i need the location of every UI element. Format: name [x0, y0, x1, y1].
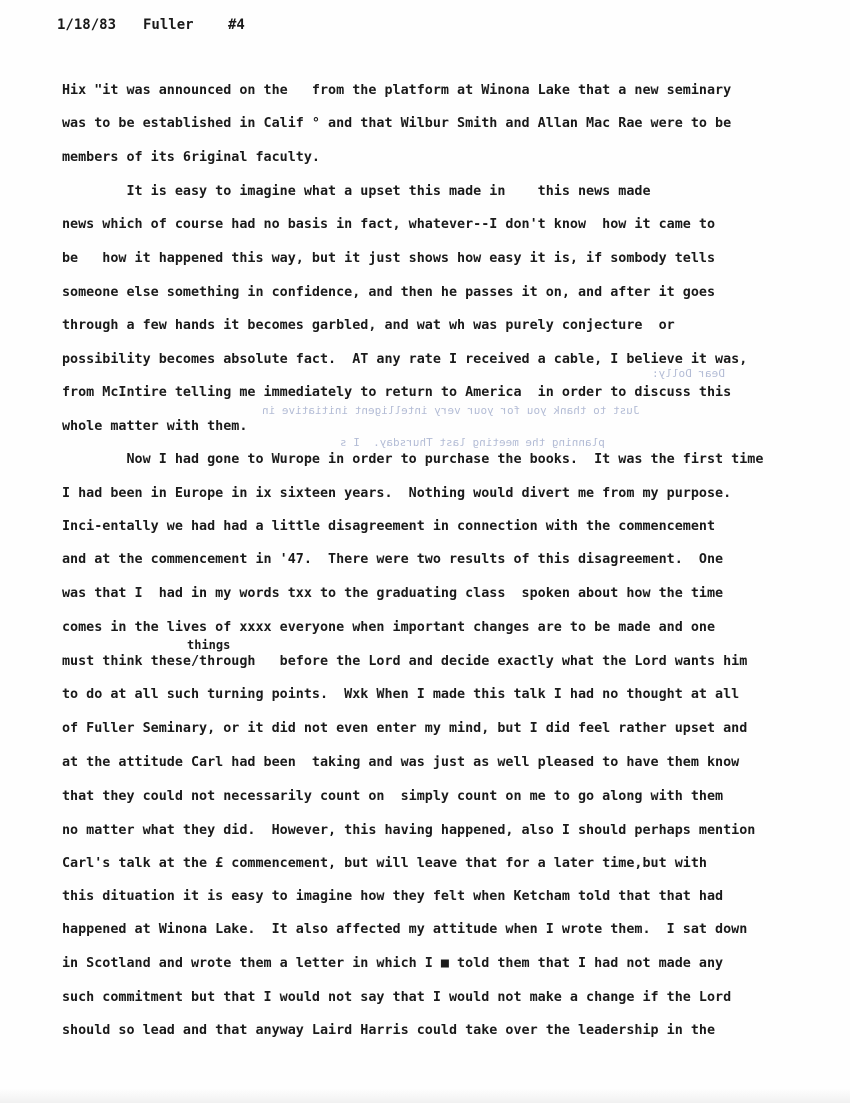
text-line: was to be established in Calif ° and that Wilbur Smith and Allan Mac Rae were to be: [62, 116, 732, 131]
text-line: Now I had gone to Wurope in order to purchase the books. It was the first time: [62, 452, 764, 467]
text-line: be how it happened this way, but it just shows how easy it is, if sombody tells: [62, 251, 716, 266]
text-line: someone else something in confidence, and then he passes it on, and after it goes: [62, 285, 716, 300]
text-line: at the attitude Carl had been taking and was just as well pleased to have them know: [62, 755, 740, 770]
text-line: in Scotland and wrote them a letter in which I ■ told them that I had not made any: [62, 956, 724, 971]
text-line: of Fuller Seminary, or it did not even enter my mind, but I did feel rather upset and: [62, 721, 748, 736]
text-line: It is easy to imagine what a upset this made in this news made: [62, 184, 651, 199]
interlinear-insertion: things: [187, 638, 231, 652]
text-line: was that I had in my words txx to the graduating class spoken about how the time: [62, 586, 724, 601]
text-line: Carl's talk at the £ commencement, but will leave that for a later time,but with: [62, 856, 707, 871]
header-date: 1/18/83: [57, 17, 117, 33]
page-edge-shadow: [0, 1089, 850, 1103]
text-line: from McIntire telling me immediately to return to America in order to discuss this: [62, 385, 732, 400]
text-line: Hix "it was announced on the from the platform at Winona Lake that a new seminary: [62, 83, 732, 98]
text-line: such commitment but that I would not say that I would not make a change if the Lord: [62, 990, 732, 1005]
text-line: happened at Winona Lake. It also affected my attitude when I wrote them. I sat down: [62, 922, 748, 937]
text-line: comes in the lives of xxxx everyone when important changes are to be made and one: [62, 620, 716, 635]
text-line: should so lead and that anyway Laird Harris could take over the leadership in the: [62, 1023, 716, 1038]
header-name: Fuller: [143, 17, 194, 33]
text-line: no matter what they did. However, this having happened, also I should perhaps mention: [62, 823, 756, 838]
text-line: Inci-entally we had had a little disagreement in connection with the commencement: [62, 519, 716, 534]
text-line: possibility becomes absolute fact. AT any rate I received a cable, I believe it was,: [62, 352, 748, 367]
bleed-through-text: Just to thank you for your very intelligent initiative in: [262, 404, 640, 417]
text-line: through a few hands it becomes garbled, and wat wh was purely conjecture or: [62, 318, 675, 333]
text-line: to do at all such turning points. Wxk When I made this talk I had no thought at all: [62, 687, 740, 702]
text-line: whole matter with them.: [62, 419, 248, 434]
text-line: members of its 6riginal faculty.: [62, 150, 320, 165]
text-line: must think these/through before the Lord and decide exactly what the Lord wants him: [62, 654, 748, 669]
header-page-mark: #4: [228, 17, 245, 33]
bleed-through-text: planning the meeting last Thursday. I s: [340, 436, 605, 449]
text-line: I had been in Europe in ix sixteen years. Nothing would divert me from my purpose.: [62, 486, 732, 501]
text-line: news which of course had no basis in fact, whatever--I don't know how it came to: [62, 217, 716, 232]
text-line: this dituation it is easy to imagine how they felt when Ketcham told that that had: [62, 889, 724, 904]
bleed-through-text: Dear Dolly:: [652, 367, 725, 380]
text-line: that they could not necessarily count on simply count on me to go along with them: [62, 789, 724, 804]
text-line: and at the commencement in '47. There were two results of this disagreement. One: [62, 552, 724, 567]
